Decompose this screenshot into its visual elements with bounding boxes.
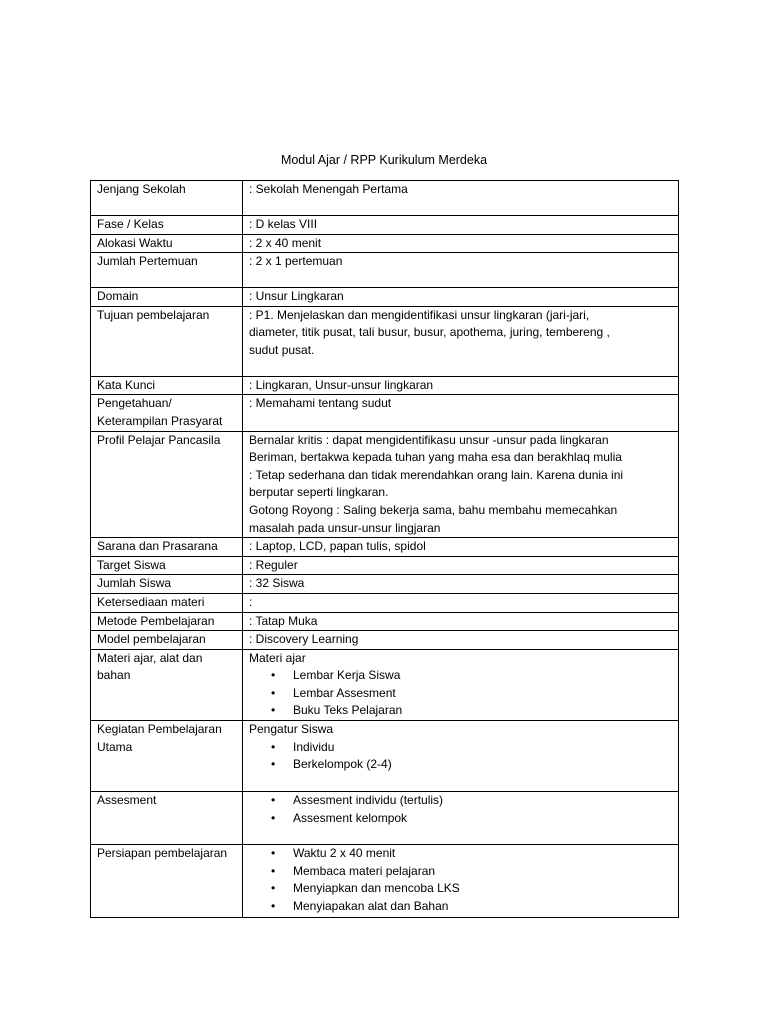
row-label: Fase / Kelas	[91, 216, 243, 235]
row-label: Assesment	[91, 792, 243, 845]
row-value: :	[243, 593, 679, 612]
page-title: Modul Ajar / RPP Kurikulum Merdeka	[280, 153, 488, 167]
list-item: • Menyiapkan dan mencoba LKS	[249, 880, 672, 898]
list-heading: Pengatur Siswa	[249, 722, 334, 737]
list-heading: Materi ajar	[249, 650, 306, 665]
bullet-list	[249, 667, 672, 720]
table-row	[91, 395, 679, 431]
table-row	[91, 845, 679, 918]
row-label: Sarana dan Prasarana	[91, 538, 243, 557]
table-row	[91, 538, 679, 557]
table-row	[91, 631, 679, 650]
rpp-table	[90, 180, 679, 918]
table-row	[91, 216, 679, 235]
row-label: Model pembelajaran	[91, 631, 243, 650]
label-line: Materi ajar, alat dan	[97, 650, 203, 665]
text-line: sudut pusat.	[249, 342, 315, 357]
row-value: : Lingkaran, Unsur-unsur lingkaran	[243, 376, 679, 395]
label-line: Keterampilan Prasyarat	[97, 413, 223, 428]
row-value	[243, 845, 679, 918]
list-item: • Waktu 2 x 40 menit	[249, 845, 672, 863]
label-line: Pengetahuan/	[97, 396, 172, 411]
table-row	[91, 306, 679, 376]
row-label: Kata Kunci	[91, 376, 243, 395]
text-line: : Tetap sederhana dan tidak merendahkan orang lain. Karena dunia ini	[249, 467, 624, 482]
bullet-list	[249, 792, 672, 827]
bullet-list	[249, 739, 672, 774]
row-label: Ketersediaan materi	[91, 593, 243, 612]
row-value: : Unsur Lingkaran	[243, 288, 679, 307]
row-label: Metode Pembelajaran	[91, 612, 243, 631]
list-item: • Individu	[249, 739, 672, 757]
table-row	[91, 721, 679, 792]
row-label: Jumlah Siswa	[91, 575, 243, 594]
table-row	[91, 376, 679, 395]
table-row	[91, 431, 679, 538]
row-label: Persiapan pembelajaran	[91, 845, 243, 918]
row-label: Target Siswa	[91, 556, 243, 575]
row-value: : Discovery Learning	[243, 631, 679, 650]
table-row	[91, 792, 679, 845]
row-value	[243, 649, 679, 720]
list-item: • Assesment kelompok	[249, 810, 672, 828]
row-value: : Sekolah Menengah Pertama	[243, 181, 679, 216]
list-item: • Lembar Kerja Siswa	[249, 667, 672, 685]
list-item: • Assesment individu (tertulis)	[249, 792, 672, 810]
text-line: diameter, titik pusat, tali busur, busur, apothema, juring, tembereng ,	[249, 325, 610, 340]
table-row	[91, 556, 679, 575]
label-line: bahan	[97, 668, 131, 683]
row-label	[91, 649, 243, 720]
row-value	[243, 792, 679, 845]
row-value	[243, 721, 679, 792]
row-label	[91, 395, 243, 431]
text-line: berputar seperti lingkaran.	[249, 485, 389, 500]
row-value: : Reguler	[243, 556, 679, 575]
bullet-list	[249, 845, 672, 915]
table-row	[91, 649, 679, 720]
row-value	[243, 431, 679, 538]
list-item: • Menyiapakan alat dan Bahan	[249, 898, 672, 916]
text-line: : P1. Menjelaskan dan mengidentifikasi unsur lingkaran (jari-jari,	[249, 307, 590, 322]
row-label: Profil Pelajar Pancasila	[91, 431, 243, 538]
list-item: • Lembar Assesment	[249, 685, 672, 703]
label-line: Kegiatan Pembelajaran	[97, 722, 222, 737]
table-row	[91, 234, 679, 253]
row-value: : Memahami tentang sudut	[243, 395, 679, 431]
row-value: : D kelas VIII	[243, 216, 679, 235]
text-line: Bernalar kritis : dapat mengidentifikasu unsur -unsur pada lingkaran	[249, 432, 609, 447]
table-row	[91, 253, 679, 288]
row-label: Domain	[91, 288, 243, 307]
table-row	[91, 288, 679, 307]
table-row	[91, 181, 679, 216]
row-value: : 2 x 1 pertemuan	[243, 253, 679, 288]
list-item: • Membaca materi pelajaran	[249, 863, 672, 881]
row-label: Jumlah Pertemuan	[91, 253, 243, 288]
row-label: Tujuan pembelajaran	[91, 306, 243, 376]
label-line: Utama	[97, 739, 133, 754]
row-value: : 32 Siswa	[243, 575, 679, 594]
row-value: : 2 x 40 menit	[243, 234, 679, 253]
row-label: Alokasi Waktu	[91, 234, 243, 253]
table-row	[91, 575, 679, 594]
row-label: Jenjang Sekolah	[91, 181, 243, 216]
list-item: • Berkelompok (2-4)	[249, 756, 672, 774]
row-value: : Laptop, LCD, papan tulis, spidol	[243, 538, 679, 557]
table-row	[91, 593, 679, 612]
text-line: Gotong Royong : Saling bekerja sama, bahu membahu memecahkan	[249, 502, 618, 517]
text-line: masalah pada unsur-unsur lingjaran	[249, 520, 441, 535]
list-item: • Buku Teks Pelajaran	[249, 702, 672, 720]
row-label	[91, 721, 243, 792]
text-line: Beriman, bertakwa kepada tuhan yang maha esa dan berakhlaq mulia	[249, 450, 622, 465]
row-value: : Tatap Muka	[243, 612, 679, 631]
row-value	[243, 306, 679, 376]
table-row	[91, 612, 679, 631]
